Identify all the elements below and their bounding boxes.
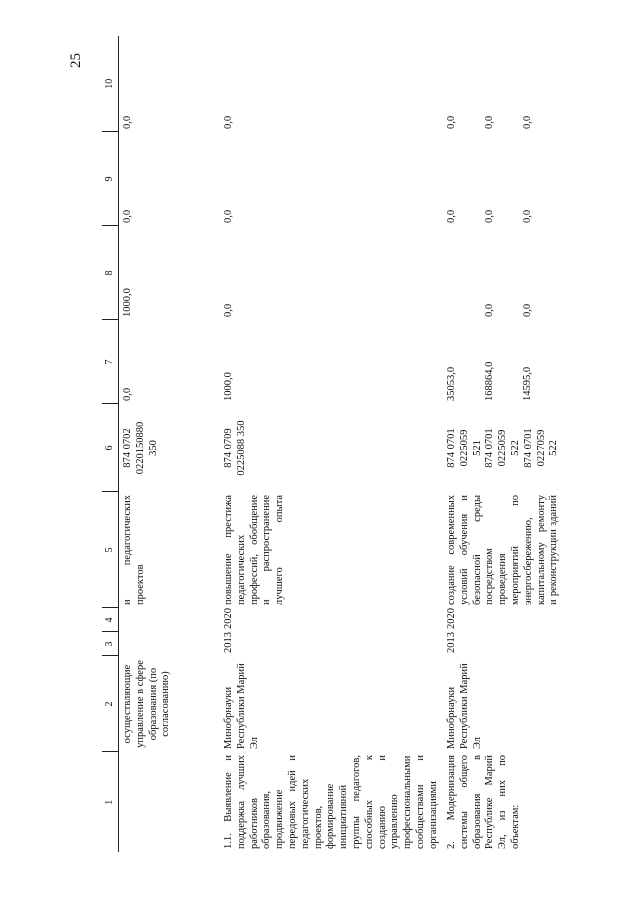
amount-cell: 0,0 xyxy=(122,115,133,129)
end-year-cell xyxy=(119,608,221,632)
amount-cell xyxy=(443,226,563,320)
amount-cell: 0,0 xyxy=(223,209,234,223)
column-header: 5 xyxy=(102,492,119,608)
column-header: 6 xyxy=(102,404,119,492)
result-cell: создание современных условий обучения и безопасной среды посредством проведения мероприятий по энергосбережению, капитальному ремонту и реконструкции зданий xyxy=(446,495,560,605)
budget-code: 522 xyxy=(548,440,560,456)
program-financing-table xyxy=(102,36,563,852)
column-number-row xyxy=(102,36,119,852)
column-header: 2 xyxy=(102,656,119,752)
amount-cell xyxy=(443,320,563,404)
amount-value: 0,0 xyxy=(522,303,533,317)
amount-value: 0,0 xyxy=(484,115,495,129)
column-header: 1 xyxy=(102,752,119,852)
amount-cell: 0,0 xyxy=(122,387,133,401)
page-number: 25 xyxy=(68,53,84,68)
amount-cell: 0,0 xyxy=(223,303,234,317)
amount-value: 0,0 xyxy=(446,209,457,223)
budget-code-cell xyxy=(220,404,443,492)
column-header: 3 xyxy=(102,632,119,656)
amount-cell: 1000,0 xyxy=(223,372,234,401)
budget-code: 350 xyxy=(147,440,159,456)
amount-value: 168864,0 xyxy=(484,361,495,401)
table-row xyxy=(443,36,563,852)
column-header: 9 xyxy=(102,132,119,226)
budget-code: 0225088 350 xyxy=(235,420,247,476)
budget-code: 521 xyxy=(471,440,483,456)
budget-code: 0220150880 xyxy=(134,421,146,475)
budget-code: 0225059 xyxy=(497,429,509,467)
column-header: 4 xyxy=(102,608,119,632)
column-header: 8 xyxy=(102,226,119,320)
amount-value xyxy=(446,229,484,317)
amount-value: 14595,0 xyxy=(522,366,533,401)
start-year-cell: 2013 xyxy=(446,632,457,653)
amount-cell xyxy=(443,132,563,226)
amount-value: 0,0 xyxy=(446,115,457,129)
measure-cell: 2. Модернизация системы общего образования в Республике Марий Эл, из них по объектам: xyxy=(446,755,521,849)
amount-cell xyxy=(443,36,563,132)
amount-value: 0,0 xyxy=(484,303,495,317)
measure-cell xyxy=(119,752,221,852)
result-cell: и педагогических проектов xyxy=(122,495,146,605)
column-header: 7 xyxy=(102,320,119,404)
amount-value: 0,0 xyxy=(484,209,495,223)
amount-value: 0,0 xyxy=(522,209,533,223)
amount-cell: 0,0 xyxy=(223,115,234,129)
end-year-cell: 2020 xyxy=(446,608,457,629)
measure-cell: 1.1. Выявление и поддержка лучших работников образования, продвижение передовых идей и педагогических проектов, формирование инициативной группы педагогов, способных к созданию и управлению профессиональными сообществами и организациями xyxy=(223,755,439,849)
amount-cell: 0,0 xyxy=(122,209,133,223)
budget-code: 874 0702 xyxy=(122,428,133,468)
budget-code: 874 0701 xyxy=(484,428,496,468)
executor-cell: осуществляющие управление в сфере образования (по согласованию) xyxy=(122,660,172,748)
budget-code-cell xyxy=(119,404,221,492)
amount-value: 0,0 xyxy=(522,115,533,129)
budget-code: 874 0701 xyxy=(522,428,534,468)
start-year-cell: 2013 xyxy=(223,632,234,653)
amount-cell: 1000,0 xyxy=(122,288,133,317)
amount-value: 35053,0 xyxy=(446,366,457,401)
budget-code-cell xyxy=(443,404,563,492)
end-year-cell: 2020 xyxy=(223,608,234,629)
executor-cell: Минобрнауки Республики Марий Эл xyxy=(223,663,260,749)
budget-code: 0225059 xyxy=(458,429,470,467)
budget-code: 874 0701 xyxy=(446,428,457,468)
table-row xyxy=(119,36,221,852)
start-year-cell xyxy=(119,632,221,656)
budget-code: 522 xyxy=(509,440,521,456)
result-cell: повышение престижа педагогических профессий, обобщение и распространение лучшего опыта xyxy=(223,495,286,605)
column-header: 10 xyxy=(102,36,119,132)
table-row xyxy=(220,36,443,852)
budget-code: 874 0709 xyxy=(223,428,234,468)
executor-cell: Минобрнауки Республики Марий Эл xyxy=(446,663,483,749)
rotated-table-sheet xyxy=(102,36,560,852)
budget-code: 0227059 xyxy=(535,429,547,467)
